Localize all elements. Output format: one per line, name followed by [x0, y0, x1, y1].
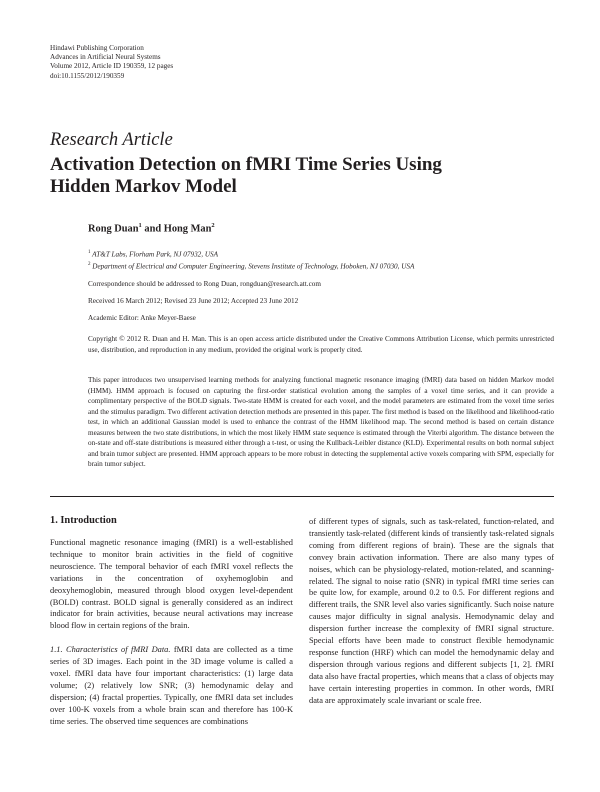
- right-column: [309, 516, 554, 707]
- correspondence: Correspondence should be addressed to Rong Duan, rongduan@research.att.com: [88, 280, 321, 288]
- left-column: [50, 537, 293, 728]
- abstract: This paper introduces two unsupervised learning methods for analyzing functional magnetic resonance imaging (fMRI) data based on hidden Markov model (HMM). HMM approach is focused on capturing the first-order statistical evolution among the samples of a voxel time series, and it can provide a complimentary perspective of the BOLD signals. Two-state HMM is created for each voxel, and the model parameters are estimated from the voxel time series and the stimulus paradigm. Two different activation detection methods are presented in this paper. The first method is based on the likelihood and likelihood-ratio test, in which an additional Gaussian model is used to enhance the contrast of the HMM likelihood map. The second method is based on certain distance measures between the two state distributions, in which the most likely HMM state sequence is estimated through the Viterbi algorithm. The distance between the on-state and off-state distributions is measured either through a t-test, or using the Kullback-Leibler distance (KLD). Experimental results on both normal subject and brain tumor subject are presented. HMM approach appears to be more robust in detecting the supplemental active voxels comparing with SPM, especially for brain tumor subject.: [88, 376, 554, 468]
- author-name: Hong Man: [163, 223, 212, 235]
- journal-header: [50, 44, 173, 81]
- publisher-name: Hindawi Publishing Corporation: [50, 44, 144, 52]
- affiliation-1: $^1$ AT&T Labs, Florham Park, NJ 07932, USA: [88, 250, 219, 259]
- section-heading: 1. Introduction: [50, 515, 117, 526]
- academic-editor: Academic Editor: Anke Meyer-Baese: [88, 314, 196, 322]
- paper-title: [50, 154, 510, 198]
- author-list: [88, 222, 215, 234]
- characteristics-text: fMRI data are collected as a time series of 3D images. Each point in the 3D image volume is called a voxel. fMRI data have four important characteristics: (1) large data volume; (2) relatively low SNR; (3) hemodynamic delay and dispersion; (4) fractal properties. Typically, one fMRI data set includes over 100-K voxels from a whole brain scan and therefore has 100-K time series. The observed time sequences are combinations: [50, 645, 293, 726]
- author-name: Rong Duan: [88, 223, 139, 235]
- doi[interactable]: doi:10.1155/2012/190359: [50, 71, 125, 80]
- affiliation-2: $^2$ Department of Electrical and Computer Engineering, Stevens Institute of Technology, Hoboken, NJ 07030, USA: [88, 262, 415, 271]
- title-line-1: Activation Detection on fMRI Time Series Using: [50, 154, 442, 175]
- affiliation-marker: 1: [138, 222, 142, 229]
- author-conjunction: and: [141, 223, 164, 235]
- subsection-heading: 1.1. Characteristics of fMRI Data.: [50, 645, 171, 655]
- right-column-paragraph: of different types of signals, such as task-related, function-related, and transiently task-related (different kinds of transiently task-related signals coming from different regions of brain). These are the signals that convey brain activation information. There are also many types of noises, which can be physiology-related, motion-related, and scanning-related. The signal to noise ratio (SNR) in typical fMRI time series can be quite low, for example, around 0.2 to 0.5. For different regions and different trails, the SNR level also varies significantly. Such noise nature causes major difficulty in signal analysis. Hemodynamic delay and dispersion further increase the complexity of fMRI signal structure. Special efforts have been made to construct flexible hemodynamic response function (HRF) which can model the hemodynamic delay and dispersion through various regions and different subjects [1, 2]. fMRI data also have fractal properties, which means that a class of objects may have certain interesting properties in common. In other words, fMRI data are approximately scale invariant or scale free.: [309, 517, 554, 705]
- volume-info: Volume 2012, Article ID 190359, 12 pages: [50, 62, 174, 71]
- characteristics-paragraph: [50, 644, 293, 727]
- intro-paragraph: Functional magnetic resonance imaging (fMRI) is a well-established technique to monitor brain activities in the field of cognitive neuroscience. The temporal behavior of each fMRI voxel reflects the variations in the concentration of oxyhemoglobin and deoxyhemoglobin, measured through blood oxygen level-dependent (BOLD) contrast. BOLD signal is generally considered as an indirect indicator for brain activities, because neural activations may increase blood flow in certain regions of the brain.: [50, 538, 293, 631]
- affiliation-marker: 2: [211, 222, 215, 229]
- copyright-notice: Copyright © 2012 R. Duan and H. Man. This is an open access article distributed under the Creative Commons Attribution License, which permits unrestricted use, distribution, and reproduction in any medium, provided the original work is properly cited.: [88, 335, 554, 354]
- article-type: Research Article: [50, 130, 173, 150]
- journal-name: Advances in Artificial Neural Systems: [50, 53, 161, 62]
- title-line-2: Hidden Markov Model: [50, 176, 237, 197]
- publication-dates: Received 16 March 2012; Revised 23 June 2012; Accepted 23 June 2012: [88, 297, 299, 305]
- section-divider: [50, 496, 554, 497]
